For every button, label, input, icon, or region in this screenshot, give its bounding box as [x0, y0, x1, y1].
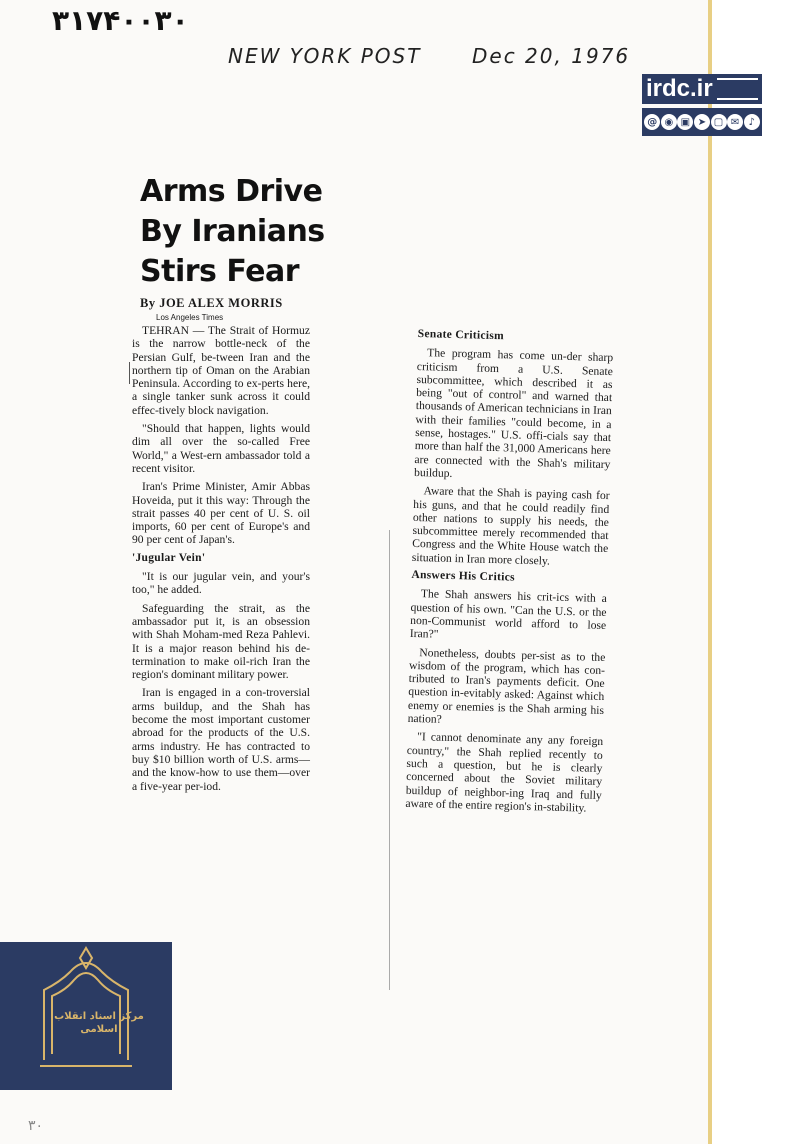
paragraph: TEHRAN — The Strait of Hormuz is the narrow bottle-neck of the Persian Gulf, be-tween Iran and the northern tip of Oman on the Arabian Peninsula. According to ex-perts here, a single tanker sunk across it could effec-tively block navigation.	[132, 324, 310, 417]
archive-number: ۳۱۷۴۰۰۳۰	[52, 4, 189, 37]
paragraph: Iran's Prime Minister, Amir Abbas Hoveida, put it this way: Through the strait passes 40 per cent of U. S. oil imports, 60 per cent of Europe's and 90 per cent of Japan's.	[132, 480, 310, 547]
date-note: Dec 20, 1976	[472, 44, 631, 68]
paragraph: The program has come un-der sharp criticism from a U.S. Senate subcommittee, which described it as being "out of control" and warned that thousands of American technicians in Iran with their families "could become, in a sense, hostages." U.S. offi-cials say that more than half the 31,000 Americans here are connected with the Shah's military buildup.	[413, 346, 614, 480]
logo-text: مرکز اسناد انقلاب اسلامی	[54, 1011, 144, 1035]
margin-strip	[712, 0, 800, 1144]
chat-icon[interactable]: ✉	[727, 114, 743, 130]
byline: By JOE ALEX MORRIS	[140, 296, 283, 310]
subheading: Senate Criticism	[417, 327, 505, 343]
agency-credit: Los Angeles Times	[156, 313, 224, 322]
subheading: 'Jugular Vein'	[132, 551, 206, 564]
paragraph: "It is our jugular vein, and your's too," he added.	[132, 570, 310, 597]
camera-icon[interactable]: ◉	[661, 114, 677, 130]
paragraph: Safeguarding the strait, as the ambassador put it, is an obsession with Shah Moham-med Reza Pahlevi. It is a major reason behind his de-termination to make oil-rich Iran the region's dominant military power.	[132, 601, 310, 682]
article-column-2	[405, 324, 614, 820]
twitter-icon[interactable]: ♪	[744, 114, 760, 130]
paragraph: Iran is engaged in a con-troversial arms buildup, and the Shah has become the most important customer abroad for the products of the U.S. arms industry. He has contracted to buy $10 billion worth of U.S. arms— and the know-how to use them—over a five-year per-iod.	[132, 686, 310, 793]
social-icons	[642, 108, 762, 136]
column-rule	[389, 530, 390, 990]
paragraph: Nonetheless, doubts per-sist as to the wisdom of the program, which has con-tributed to Iran's payments deficit. One question in-evitably asked: Against which enemy or enemies is the Shah arming his nation?	[407, 645, 606, 726]
subheading: Answers His Critics	[411, 568, 516, 584]
column-rule	[129, 362, 130, 384]
paragraph: "Should that happen, lights would dim all over the so-called Free World," a West-ern ambassador told a recent visitor.	[132, 422, 310, 475]
article-headline	[140, 172, 340, 292]
headline-line: Arms Drive	[140, 174, 323, 209]
irdc-badge[interactable]	[642, 74, 762, 138]
paragraph: Aware that the Shah is paying cash for his guns, and that he could readily find other nations to supply his needs, the subcommittee merely recommended that Congress and the White House watch the situation in Iran more closely.	[411, 484, 610, 568]
telegram-icon[interactable]: ➤	[694, 114, 710, 130]
email-icon[interactable]: @	[644, 114, 660, 130]
article-column-1	[132, 324, 310, 798]
headline-line: By Iranians	[140, 214, 325, 249]
paragraph: The Shah answers his crit-ics with a question of his own. "Can the U.S. or the non-Communist world afford to lose Iran?"	[409, 587, 608, 641]
site-name: irdc.ir	[646, 75, 713, 102]
box-icon[interactable]: ▢	[711, 114, 727, 130]
headline-line: Stirs Fear	[140, 254, 299, 289]
badge-lines	[717, 78, 758, 100]
page-mark: ۳۰	[28, 1118, 44, 1134]
instagram-icon[interactable]: ▣	[677, 114, 693, 130]
paragraph: "I cannot denominate any any foreign country," the Shah replied recently to such a question, but he is clearly concerned about the Soviet military buildup of neighbor-ing Iraq and fully aware of the entire region's in-stability.	[405, 730, 604, 815]
publication-note: NEW YORK POST	[228, 44, 422, 68]
